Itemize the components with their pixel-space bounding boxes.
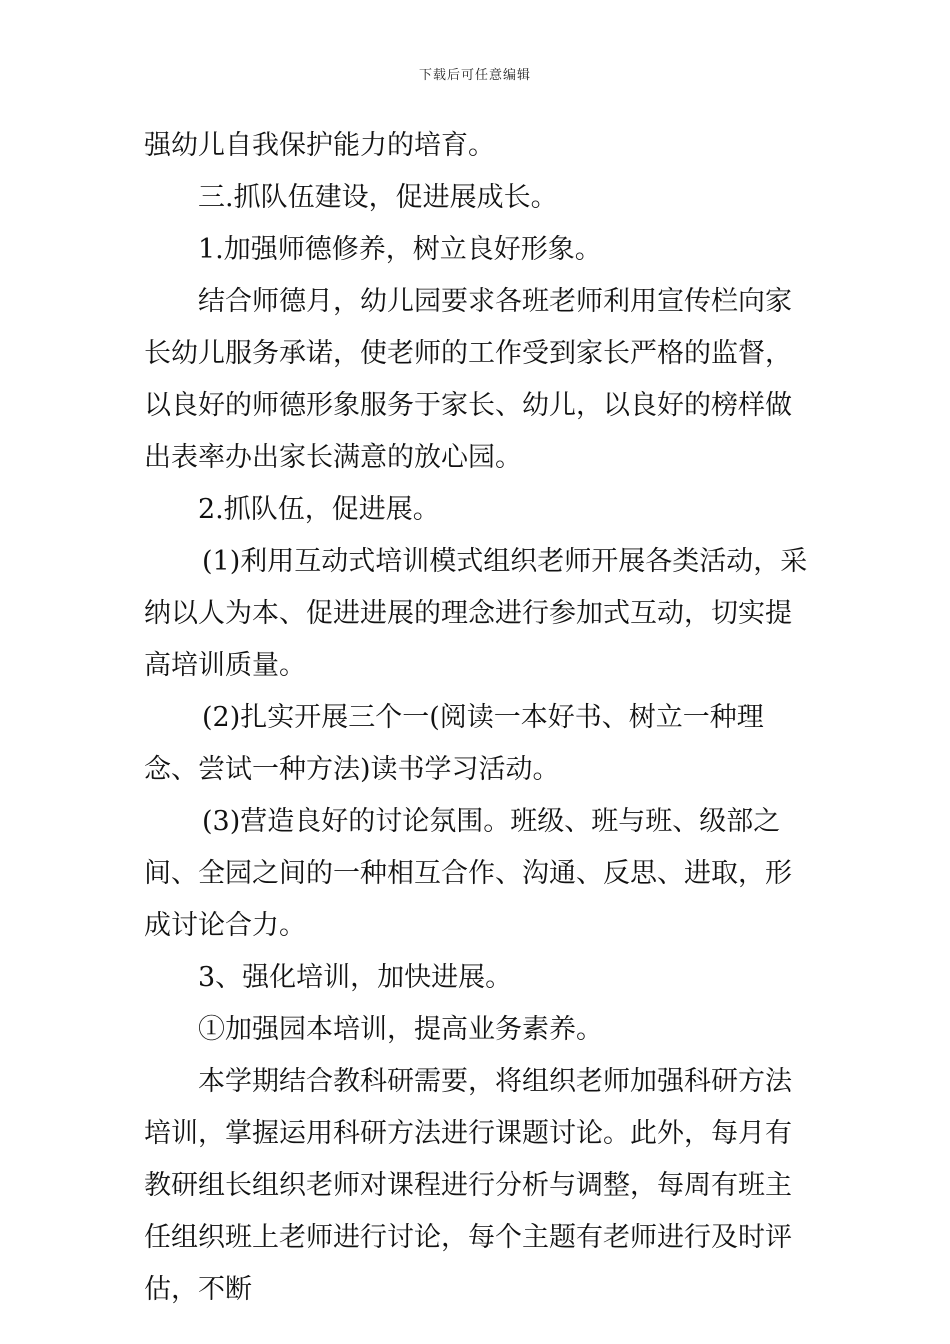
document-body: [144, 120, 808, 1316]
subheading-3: 3、强化培训，加快进展。: [198, 962, 513, 993]
subheading-2: 2.抓队伍，促进展。: [198, 494, 440, 525]
section-heading-3: 三.抓队伍建设，促进展成长。: [198, 182, 558, 213]
page-header: 下载后可任意编辑: [418, 68, 531, 83]
list-item-1: (1)利用互动式培训模式组织老师开展各类活动，采纳以人为本、促进进展的理念进行参加式互动，切实提高培训质量。: [144, 546, 808, 681]
paragraph: 本学期结合教科研需要，将组织老师加强科研方法培训，掌握运用科研方法进行课题讨论。此外，每月有教研组长组织老师对课程进行分析与调整，每周有班主任组织班上老师进行讨论，每个主题有老师进行及时评估，不断: [144, 1066, 792, 1305]
circled-item-1: ①加强园本培训，提高业务素养。: [198, 1014, 603, 1045]
subheading-1: 1.加强师德修养，树立良好形象。: [198, 234, 602, 265]
paragraph-continuation: 强幼儿自我保护能力的培育。: [144, 130, 495, 161]
paragraph: 结合师德月，幼儿园要求各班老师利用宣传栏向家长幼儿服务承诺，使老师的工作受到家长严格的监督，以良好的师德形象服务于家长、幼儿，以良好的榜样做出表率办出家长满意的放心园。: [144, 286, 792, 473]
list-item-2: (2)扎实开展三个一(阅读一本好书、树立一种理念、尝试一种方法)读书学习活动。: [144, 702, 764, 785]
list-item-3: (3)营造良好的讨论氛围。班级、班与班、级部之间、全园之间的一种相互合作、沟通、反思、进取，形成讨论合力。: [144, 806, 792, 941]
